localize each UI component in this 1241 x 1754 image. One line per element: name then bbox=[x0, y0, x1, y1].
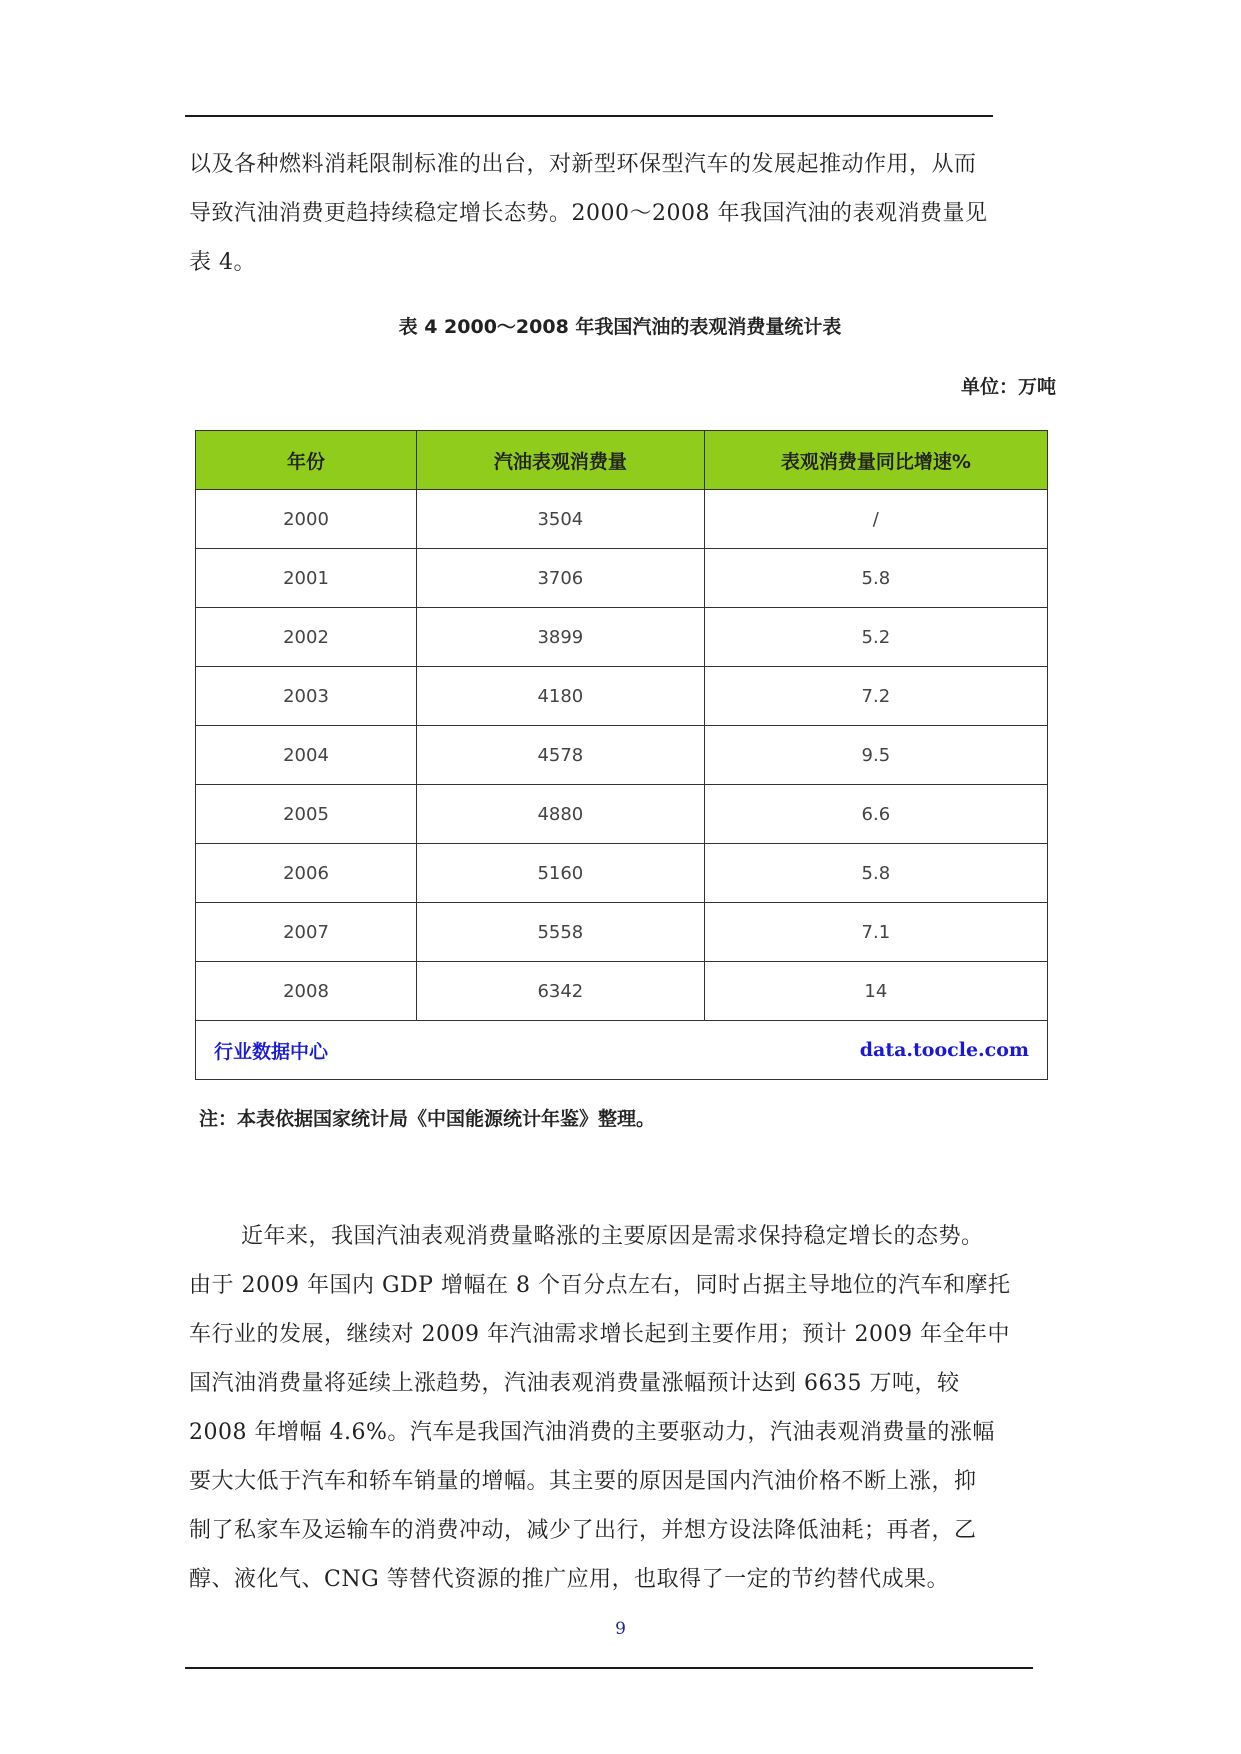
paragraph-line: 导致汽油消费更趋持续稳定增长态势。2000～2008 年我国汽油的表观消费量见 bbox=[189, 201, 988, 226]
table-row bbox=[196, 608, 1048, 667]
table-row bbox=[196, 549, 1048, 608]
cell-consumption: 3706 bbox=[417, 549, 705, 608]
cell-growth: 5.8 bbox=[704, 844, 1047, 903]
source-cell bbox=[196, 1021, 1048, 1080]
cell-consumption: 4180 bbox=[417, 667, 705, 726]
cell-year: 2002 bbox=[196, 608, 417, 667]
paragraph-line: 醇、液化气、CNG 等替代资源的推广应用，也取得了一定的节约替代成果。 bbox=[189, 1567, 950, 1592]
table-row bbox=[196, 962, 1048, 1021]
table-source-row bbox=[196, 1021, 1048, 1080]
table-row bbox=[196, 726, 1048, 785]
table-row bbox=[196, 903, 1048, 962]
consumption-table bbox=[195, 430, 1048, 1080]
paragraph-line: 国汽油消费量将延续上涨趋势，汽油表观消费量涨幅预计达到 6635 万吨，较 bbox=[189, 1371, 960, 1396]
paragraph-top bbox=[189, 140, 1059, 287]
cell-year: 2006 bbox=[196, 844, 417, 903]
column-header-year: 年份 bbox=[196, 431, 417, 490]
header-rule bbox=[185, 115, 993, 117]
table-row bbox=[196, 667, 1048, 726]
cell-growth: 6.6 bbox=[704, 785, 1047, 844]
cell-growth: 5.2 bbox=[704, 608, 1047, 667]
cell-year: 2003 bbox=[196, 667, 417, 726]
cell-consumption: 3504 bbox=[417, 490, 705, 549]
cell-consumption: 5160 bbox=[417, 844, 705, 903]
paragraph-line: 表 4。 bbox=[189, 250, 256, 275]
cell-consumption: 6342 bbox=[417, 962, 705, 1021]
footer-rule bbox=[185, 1667, 1033, 1669]
cell-year: 2007 bbox=[196, 903, 417, 962]
cell-growth: 14 bbox=[704, 962, 1047, 1021]
cell-consumption: 4880 bbox=[417, 785, 705, 844]
paragraph-line: 以及各种燃料消耗限制标准的出台，对新型环保型汽车的发展起推动作用，从而 bbox=[189, 152, 977, 177]
cell-year: 2005 bbox=[196, 785, 417, 844]
cell-year: 2001 bbox=[196, 549, 417, 608]
table-header-row bbox=[196, 431, 1048, 490]
column-header-growth: 表观消费量同比增速% bbox=[704, 431, 1047, 490]
cell-consumption: 4578 bbox=[417, 726, 705, 785]
table-row bbox=[196, 490, 1048, 549]
paragraph-line: 车行业的发展，继续对 2009 年汽油需求增长起到主要作用；预计 2009 年全年中 bbox=[189, 1322, 1010, 1347]
cell-year: 2000 bbox=[196, 490, 417, 549]
cell-growth: 9.5 bbox=[704, 726, 1047, 785]
table-title: 表 4 2000～2008 年我国汽油的表观消费量统计表 bbox=[398, 316, 842, 338]
cell-consumption: 3899 bbox=[417, 608, 705, 667]
source-link[interactable]: data.toocle.com bbox=[859, 1039, 1029, 1061]
table-unit: 单位：万吨 bbox=[960, 376, 1056, 398]
table-row bbox=[196, 844, 1048, 903]
cell-growth: 5.8 bbox=[704, 549, 1047, 608]
column-header-consumption: 汽油表观消费量 bbox=[417, 431, 705, 490]
paragraph-line: 要大大低于汽车和轿车销量的增幅。其主要的原因是国内汽油价格不断上涨，抑 bbox=[189, 1469, 977, 1494]
source-label: 行业数据中心 bbox=[214, 1040, 329, 1063]
cell-growth: / bbox=[704, 490, 1047, 549]
page-number: 9 bbox=[615, 1619, 626, 1639]
cell-growth: 7.2 bbox=[704, 667, 1047, 726]
cell-year: 2008 bbox=[196, 962, 417, 1021]
cell-year: 2004 bbox=[196, 726, 417, 785]
paragraph-line: 制了私家车及运输车的消费冲动，减少了出行，并想方设法降低油耗；再者，乙 bbox=[189, 1518, 977, 1543]
paragraph-line: 近年来，我国汽油表观消费量略涨的主要原因是需求保持稳定增长的态势。 bbox=[241, 1224, 984, 1249]
paragraph-line: 2008 年增幅 4.6%。汽车是我国汽油消费的主要驱动力，汽油表观消费量的涨幅 bbox=[189, 1420, 995, 1445]
source-wrap bbox=[196, 1037, 1047, 1064]
table-note: 注：本表依据国家统计局《中国能源统计年鉴》整理。 bbox=[199, 1108, 656, 1130]
cell-consumption: 5558 bbox=[417, 903, 705, 962]
paragraph-bottom bbox=[189, 1212, 1059, 1604]
cell-growth: 7.1 bbox=[704, 903, 1047, 962]
paragraph-line: 由于 2009 年国内 GDP 增幅在 8 个百分点左右，同时占据主导地位的汽车和摩托 bbox=[189, 1273, 1011, 1298]
table-row bbox=[196, 785, 1048, 844]
